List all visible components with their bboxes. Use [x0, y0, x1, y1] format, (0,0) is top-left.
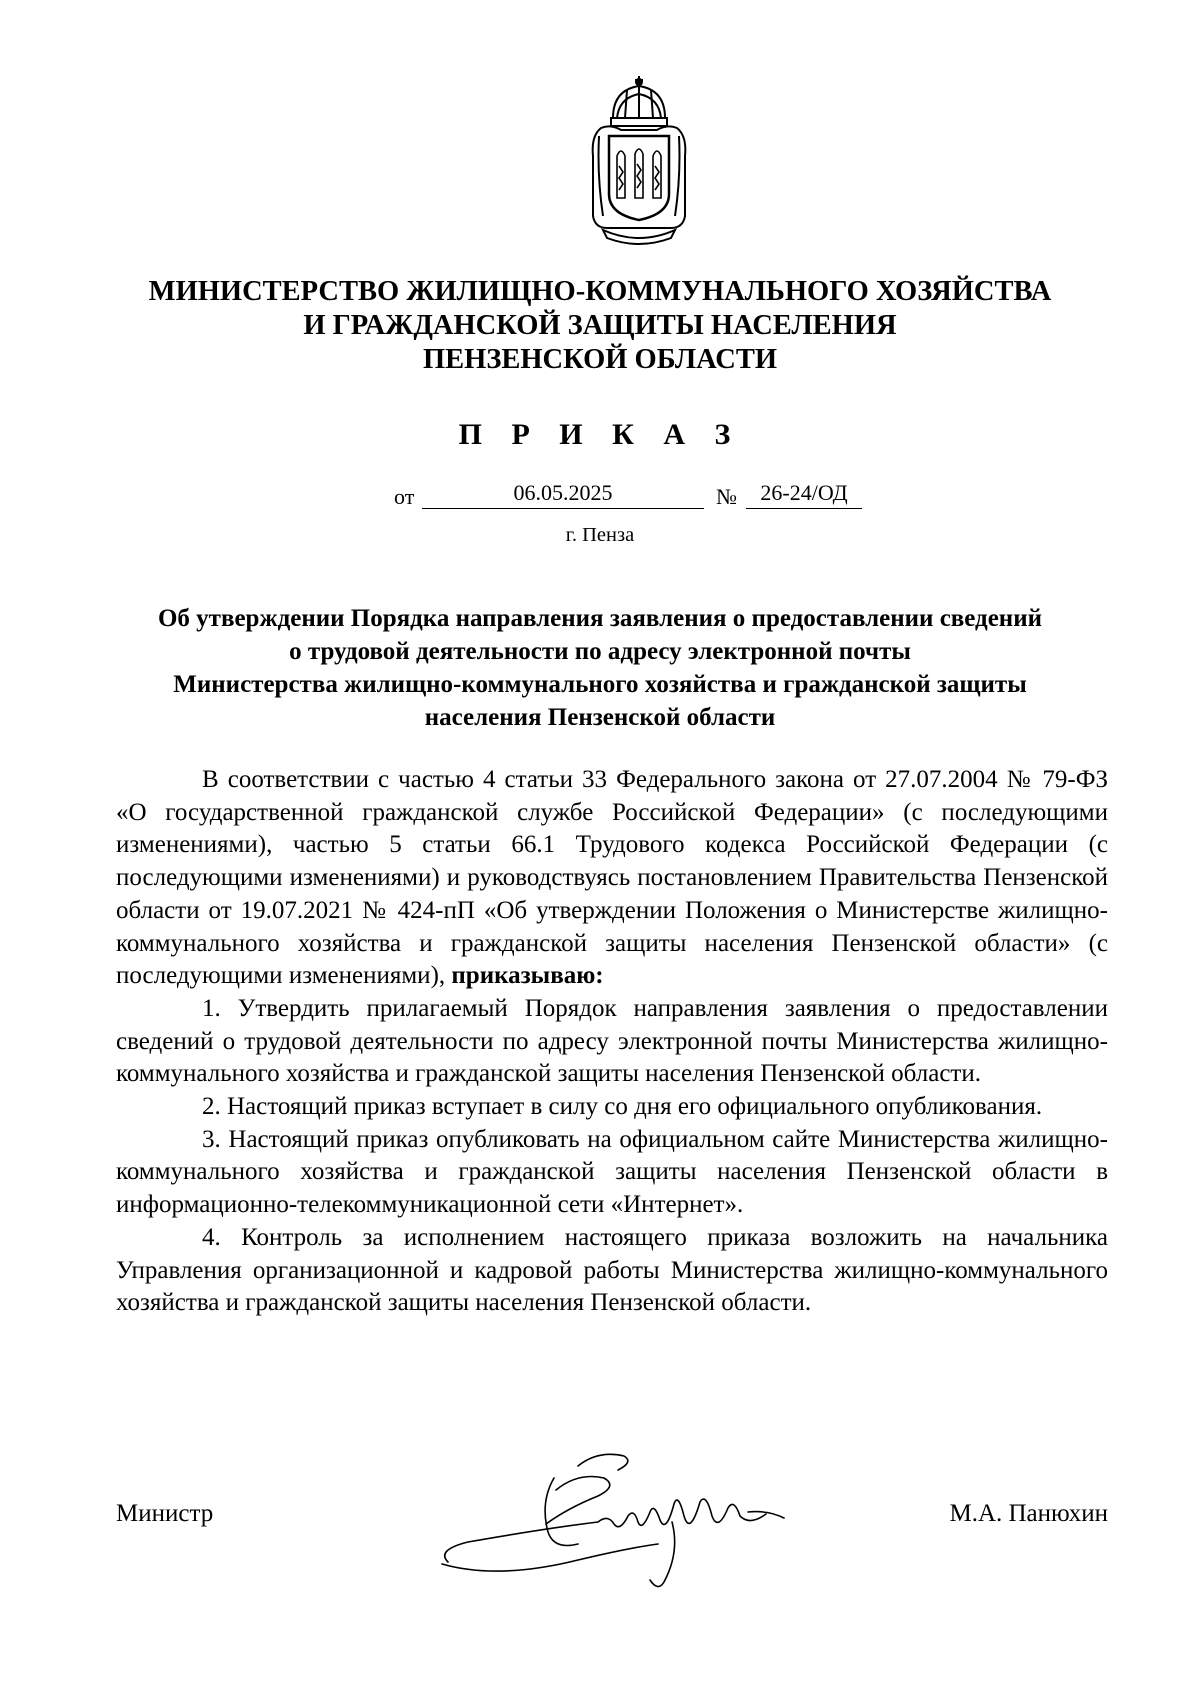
order-date-number-line [0, 478, 1200, 514]
ministry-name [100, 275, 1100, 377]
order-word: приказываю: [451, 962, 604, 990]
preamble-text: В соответствии с частью 4 статьи 33 Федерального закона от 27.07.2004 № 79-ФЗ «О государственной гражданской службе Российской Федерации» (с последующими изменениями), частью 5 статьи 66.1 Трудового кодекса Российской Федерации (с последующими изменениями) и руководствуясь постановлением Правительства Пензенской области от 19.07.2021 № 424-пП «Об утверждении Положения о Министерстве жилищно-коммунального хозяйства и гражданской защиты населения Пензенской области» (с последующими изменениями), [116, 766, 1108, 990]
subject-line: Об утверждении Порядка направления заявления о предоставлении сведений [157, 605, 1043, 632]
ministry-line: И ГРАЖДАНСКОЙ ЗАЩИТЫ НАСЕЛЕНИЯ [303, 310, 897, 341]
ministry-line: МИНИСТЕРСТВО ЖИЛИЩНО-КОММУНАЛЬНОГО ХОЗЯЙСТВА [148, 276, 1052, 307]
issue-city: г. Пенза [565, 524, 635, 546]
signature-block [0, 1450, 1200, 1610]
handwritten-signature-icon [428, 1432, 798, 1592]
order-item: 2. Настоящий приказ вступает в силу со дня его официального опубликования. [202, 1093, 1043, 1121]
signatory-name: М.А. Панюхин [949, 1500, 1108, 1527]
number-label: № [716, 484, 737, 509]
order-date: 06.05.2025 [422, 478, 704, 509]
order-item: 1. Утвердить прилагаемый Порядок направления заявления о предоставлении сведений о трудовой деятельности по адресу электронной почты Министерства жилищно-коммунального хозяйства и гражданской защиты населения Пензенской области. [116, 994, 1108, 1088]
subject-line: о трудовой деятельности по адресу электронной почты [289, 638, 911, 665]
order-number: 26-24/ОД [746, 478, 862, 509]
coat-of-arms-icon [583, 76, 695, 246]
document-type-heading: П Р И К А З [458, 418, 742, 451]
order-body [116, 764, 1108, 1320]
date-label: от [394, 484, 415, 509]
subject-line: Министерства жилищно-коммунального хозяйства и гражданской защиты [173, 671, 1027, 698]
order-item: 3. Настоящий приказ опубликовать на официальном сайте Министерства жилищно-коммунального хозяйства и гражданской защиты населения Пензенской области в информационно-телекоммуникационной сети «Интернет». [116, 1125, 1108, 1219]
preamble-paragraph [116, 764, 1108, 993]
order-subject [100, 602, 1100, 734]
ministry-line: ПЕНЗЕНСКОЙ ОБЛАСТИ [422, 344, 778, 375]
subject-line: населения Пензенской области [424, 704, 776, 731]
order-item: 4. Контроль за исполнением настоящего приказа возложить на начальника Управления организационной и кадровой работы Министерства жилищно-коммунального хозяйства и гражданской защиты населения Пензенской области. [116, 1223, 1108, 1317]
signatory-position: Министр [116, 1500, 214, 1527]
